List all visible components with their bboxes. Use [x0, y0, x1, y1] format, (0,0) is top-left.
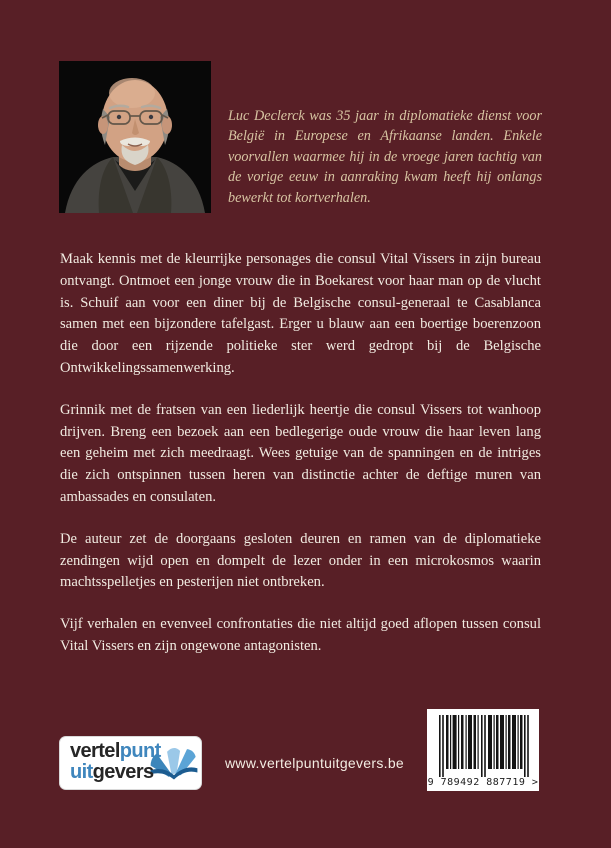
blurb-section: [60, 249, 541, 678]
publisher-logo-text: [70, 741, 161, 783]
publisher-website-url: www.vertelpuntuitgevers.be: [225, 755, 404, 771]
publisher-logo: [59, 736, 202, 790]
logo-word-vertel: vertel: [70, 740, 120, 762]
barcode-bars: [427, 715, 539, 777]
blurb-paragraph-1: Maak kennis met de kleurrijke personages die consul Vital Vissers in zijn bureau ontvangt. Ontmoet een jonge vrouw die in Boekarest voor haar man op de vlucht is. Schuif aan voor een diner bij de Belgische consul-generaal te Casablanca samen met een bijzondere tafelgast. Erger u blauw aan een boertige boerenzoon die door een rijzende politieke ster werd gedropt bij de Belgische Ontwikkelingssamenwerking.: [60, 251, 541, 376]
isbn-barcode: [427, 709, 539, 791]
blurb-paragraph-4: Vijf verhalen en evenveel confrontaties die niet altijd goed aflopen tussen consul Vital Vissers en zijn ongewone antagonisten.: [60, 616, 541, 654]
portrait-illustration: [59, 61, 211, 213]
logo-word-punt: punt: [119, 740, 161, 762]
blurb-paragraph-2: Grinnik met de fratsen van een liederlijk heertje die consul Vissers tot wanhoop drijven. Breng een bezoek aan een bedlegerige oude vrouw die haar leven lang een geheim met zich meedraagt. Wees getuige van de spanningen en de intriges die zich ontspinnen tussen heren van distinctie achter de deftige muren van ambassades en consulaten.: [60, 401, 541, 505]
logo-line-2: [70, 762, 161, 783]
isbn-number: 9 789492 887719 >: [427, 777, 539, 788]
logo-word-gevers: gevers: [92, 761, 154, 783]
author-bio-text: Luc Declerck was 35 jaar in diplomatieke dienst voor België in Europese en Afrikaanse landen. Enkele voorvallen waarmee hij in de vroege jaren tachtig van de vorige eeuw in aanraking kwam heeft hij onlangs bewerkt tot kortverhalen.: [228, 108, 542, 206]
logo-word-uit: uit: [70, 761, 93, 783]
author-portrait-photo: [59, 61, 211, 213]
blurb-paragraph-3: De auteur zet de doorgaans gesloten deuren en ramen van de diplomatieke zendingen wijd open en dompelt de lezer onder in een microkosmos waarin machtsspelletjes en pesterijen niet ontbreken.: [60, 530, 541, 591]
logo-line-1: [70, 741, 161, 762]
